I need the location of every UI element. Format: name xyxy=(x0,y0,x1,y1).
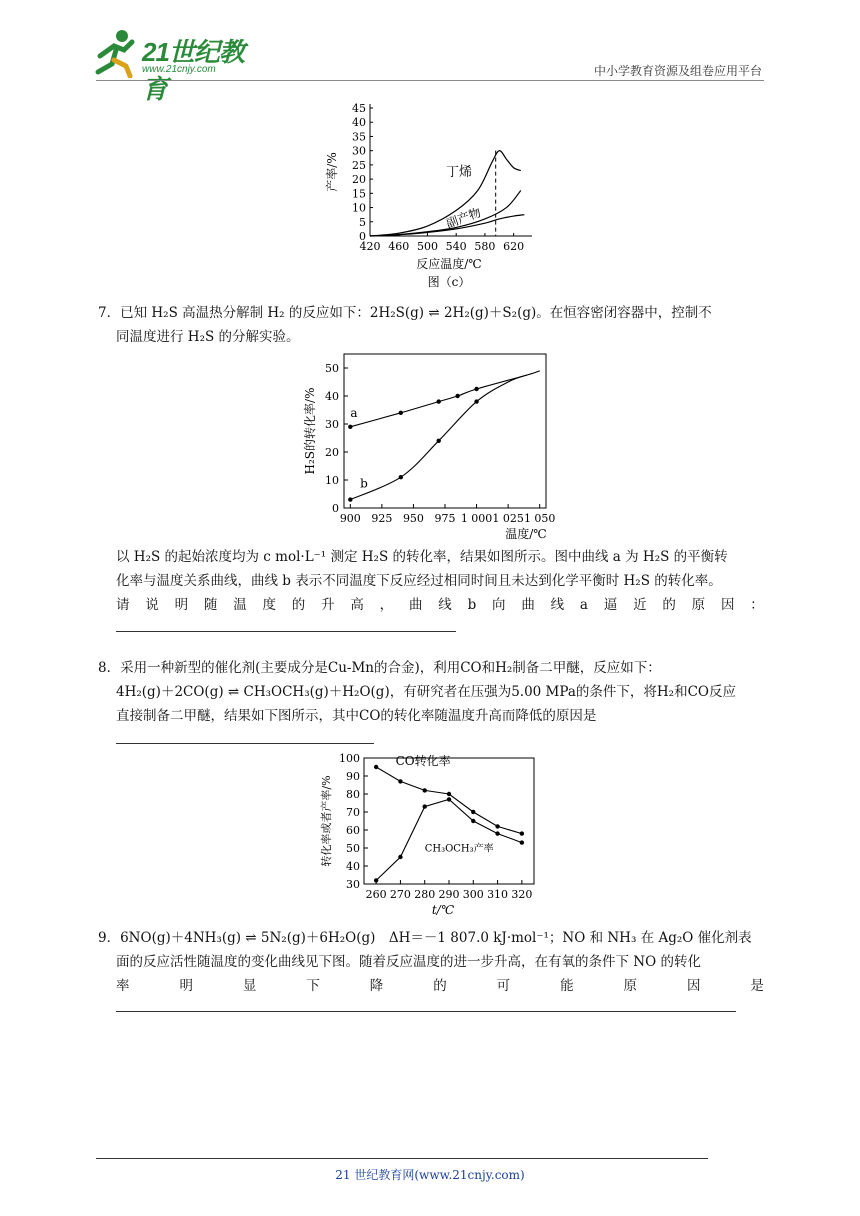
q7-answer-blank[interactable] xyxy=(116,630,456,632)
platform-name: 中小学教育资源及组卷应用平台 xyxy=(593,64,762,78)
plot-frame xyxy=(344,354,546,508)
q7-line2: 同温度进行 H₂S 的分解实验。 xyxy=(116,329,300,345)
spread-char: 能 xyxy=(560,978,574,994)
spread-char: 度 xyxy=(262,597,276,613)
x-tick-label: 580 xyxy=(474,240,496,253)
series-line-1 xyxy=(376,799,522,880)
y-tick-label: 20 xyxy=(325,446,339,459)
y-tick-label: 15 xyxy=(352,187,366,201)
x-tick-label: 420 xyxy=(359,240,381,253)
y-tick-label: 45 xyxy=(352,102,366,115)
data-point xyxy=(520,831,524,835)
y-axis-label: H₂S的转化率/% xyxy=(303,387,317,475)
series-label-dme: CH₃OCH₃产率 xyxy=(424,843,494,855)
data-point xyxy=(447,797,451,801)
spread-char: 明 xyxy=(179,978,193,994)
q7-number: 7． xyxy=(98,305,121,321)
q7-body xyxy=(116,545,764,617)
spread-char: 是 xyxy=(750,978,764,994)
data-point-b xyxy=(348,497,352,501)
q7-text2: 化率与温度关系曲线，曲线 b 表示不同温度下反应经过相同时间且未达到化学平衡时 H₂S 的转化率。 xyxy=(116,573,722,589)
x-tick-label: 320 xyxy=(511,888,533,901)
y-axis-label: 转化率或者产率/% xyxy=(320,775,333,867)
runner-logo-icon xyxy=(92,28,140,78)
series-line-b xyxy=(350,375,527,500)
x-tick-label: 500 xyxy=(416,240,438,253)
y-tick-label: 100 xyxy=(339,752,360,765)
logo-text: 21世纪教育 xyxy=(142,37,244,104)
spread-char: 降 xyxy=(369,978,384,994)
x-tick-label: 540 xyxy=(445,240,467,253)
x-tick-label: 925 xyxy=(371,512,393,525)
x-tick-label: 290 xyxy=(438,888,460,901)
x-tick-label: 620 xyxy=(503,240,525,253)
q9-line2: 面的反应活性随温度的变化曲线见下图。随着反应温度的进一步升高，在有氧的条件下 NO 的转化 xyxy=(116,954,701,970)
y-tick-label: 30 xyxy=(346,878,360,891)
data-point-a xyxy=(474,387,478,391)
plot-frame xyxy=(364,758,534,884)
spread-char: 的 xyxy=(662,597,676,613)
q9-line1: 6NO(g)＋4NH₃(g) ⇌ 5N₂(g)＋6H₂O(g) ΔH＝－1 807.0 kJ·mol⁻¹；NO 和 NH₃ 在 Ag₂O 催化剂表 xyxy=(120,930,752,946)
q7-stem xyxy=(98,301,764,349)
y-tick-label: 80 xyxy=(346,788,360,801)
spread-char: 说 xyxy=(145,597,159,613)
spread-char: b xyxy=(467,597,477,613)
footer-divider xyxy=(96,1158,708,1159)
q8-line3: 直接制备二甲醚，结果如下图所示，其中CO的转化率随温度升高而降低的原因是 xyxy=(116,708,597,724)
data-point-a xyxy=(455,394,459,398)
data-point xyxy=(423,804,427,808)
q7-text3 xyxy=(116,593,764,617)
x-tick-label: 300 xyxy=(462,888,484,901)
spread-char: 因 xyxy=(686,978,701,994)
y-tick-label: 10 xyxy=(325,474,339,487)
spread-char: 因 xyxy=(720,597,735,613)
y-tick-label: 25 xyxy=(352,158,366,172)
figure-caption: 图（c） xyxy=(427,275,471,289)
data-point-b xyxy=(436,439,440,443)
x-tick-label: 975 xyxy=(434,512,456,525)
q9-line3 xyxy=(98,974,764,998)
spread-char: 近 xyxy=(633,597,647,613)
q9-number: 9． xyxy=(98,930,121,946)
spread-char: 原 xyxy=(691,597,706,613)
data-point-a xyxy=(348,425,352,429)
q7-text1: 以 H₂S 的起始浓度均为 c mol·L⁻¹ 测定 H₂S 的转化率，结果如图所示。图中曲线 a 为 H₂S 的平衡转 xyxy=(116,549,728,565)
y-tick-label: 0 xyxy=(332,502,339,515)
x-tick-label: 900 xyxy=(339,512,361,525)
spread-char: ： xyxy=(750,597,764,613)
spread-char: 向 xyxy=(492,597,506,613)
y-tick-label: 90 xyxy=(346,770,360,783)
logo-url: www.21cnjy.com xyxy=(142,64,216,75)
q9-answer-blank[interactable] xyxy=(116,1010,736,1012)
q8-stem xyxy=(98,656,764,728)
x-axis-label: 反应温度/℃ xyxy=(416,257,482,271)
spread-char: 逼 xyxy=(603,597,618,613)
y-tick-label: 40 xyxy=(346,860,360,873)
data-point-b xyxy=(399,475,403,479)
spread-char: 的 xyxy=(291,597,306,613)
x-tick-label: 1 050 xyxy=(523,512,556,525)
series-label-a: a xyxy=(350,405,358,420)
x-tick-label: 260 xyxy=(365,888,387,901)
spread-char: a xyxy=(579,597,588,613)
data-point xyxy=(495,824,499,828)
y-tick-label: 40 xyxy=(352,116,366,130)
data-point xyxy=(423,788,427,792)
data-point xyxy=(398,855,402,859)
q8-number: 8． xyxy=(98,660,121,676)
q7-line1: 已知 H₂S 高温热分解制 H₂ 的反应如下：2H₂S(g) ⇌ 2H₂(g)＋S₂(g)。在恒容密闭容器中，控制不 xyxy=(120,305,712,321)
data-point-b xyxy=(474,399,478,403)
spread-char: 曲 xyxy=(521,597,535,613)
series-line-a xyxy=(350,371,539,427)
spread-char: 请 xyxy=(116,597,130,613)
q8-line1: 采用一种新型的催化剂(主要成分是Cu-Mn的合金)，利用CO和H₂制备二甲醚，反应如下： xyxy=(120,660,661,676)
spread-char: 可 xyxy=(496,978,511,994)
chart-8 xyxy=(318,748,548,920)
y-tick-label: 35 xyxy=(352,130,366,144)
spread-char: 线 xyxy=(438,597,452,613)
series-line-1 xyxy=(370,190,521,236)
spread-char: 显 xyxy=(242,978,257,994)
series-label-b: b xyxy=(360,476,368,491)
spread-char: 随 xyxy=(203,597,218,613)
data-point-a xyxy=(399,411,403,415)
y-tick-label: 20 xyxy=(352,173,366,187)
chart-c xyxy=(318,96,548,296)
x-axis-label: t/℃ xyxy=(431,903,455,917)
series-label-co: CO转化率 xyxy=(395,754,451,769)
site-logo xyxy=(92,28,262,104)
footer-text: 21 世纪教育网(www.21cnjy.com) xyxy=(335,1168,525,1182)
data-point xyxy=(471,819,475,823)
spread-char: 高 xyxy=(350,597,364,613)
data-point xyxy=(374,878,378,882)
q8-line2: 4H₂(g)＋2CO(g) ⇌ CH₃OCH₃(g)＋H₂O(g)，有研究者在压强为5.00 MPa的条件下，将H₂和CO反应 xyxy=(116,684,736,700)
y-tick-label: 5 xyxy=(359,215,366,229)
spread-char: 明 xyxy=(174,597,189,613)
x-tick-label: 460 xyxy=(388,240,410,253)
spread-char: 升 xyxy=(321,597,335,613)
data-point xyxy=(374,765,378,769)
series-label-byproduct: 副产物 xyxy=(444,205,483,231)
x-tick-label: 1 025 xyxy=(492,512,524,525)
spread-char: ， xyxy=(379,597,394,613)
spread-char: 下 xyxy=(306,978,320,994)
x-tick-label: 1 000 xyxy=(460,512,493,525)
chart-7 xyxy=(300,348,560,544)
y-tick-label: 0 xyxy=(359,230,366,243)
data-point-a xyxy=(436,399,440,403)
data-point xyxy=(398,779,402,783)
header-divider xyxy=(96,80,764,81)
data-point xyxy=(447,792,451,796)
y-tick-label: 30 xyxy=(352,144,366,158)
q8-answer-blank[interactable] xyxy=(116,742,374,744)
x-tick-label: 950 xyxy=(402,512,424,525)
spread-char: 原 xyxy=(623,978,637,994)
spread-char: 率 xyxy=(116,978,130,994)
y-tick-label: 40 xyxy=(325,390,339,403)
q9-stem xyxy=(98,926,764,998)
spread-char: 的 xyxy=(433,978,447,994)
y-tick-label: 50 xyxy=(346,842,360,855)
series-label-butene: 丁烯 xyxy=(446,165,473,180)
y-tick-label: 70 xyxy=(346,806,360,819)
x-tick-label: 270 xyxy=(389,888,411,901)
y-tick-label: 10 xyxy=(352,201,366,215)
y-tick-label: 30 xyxy=(325,418,339,431)
data-point xyxy=(520,840,524,844)
data-point xyxy=(471,810,475,814)
data-point xyxy=(495,831,499,835)
y-tick-label: 50 xyxy=(325,362,339,375)
x-axis-label: 温度/℃ xyxy=(505,527,547,541)
y-tick-label: 60 xyxy=(346,824,360,837)
y-axis-label: 产率/% xyxy=(325,152,339,192)
x-tick-label: 310 xyxy=(487,888,509,901)
x-tick-label: 280 xyxy=(414,888,436,901)
spread-char: 线 xyxy=(550,597,565,613)
spread-char: 温 xyxy=(233,597,247,613)
spread-char: 曲 xyxy=(408,597,423,613)
